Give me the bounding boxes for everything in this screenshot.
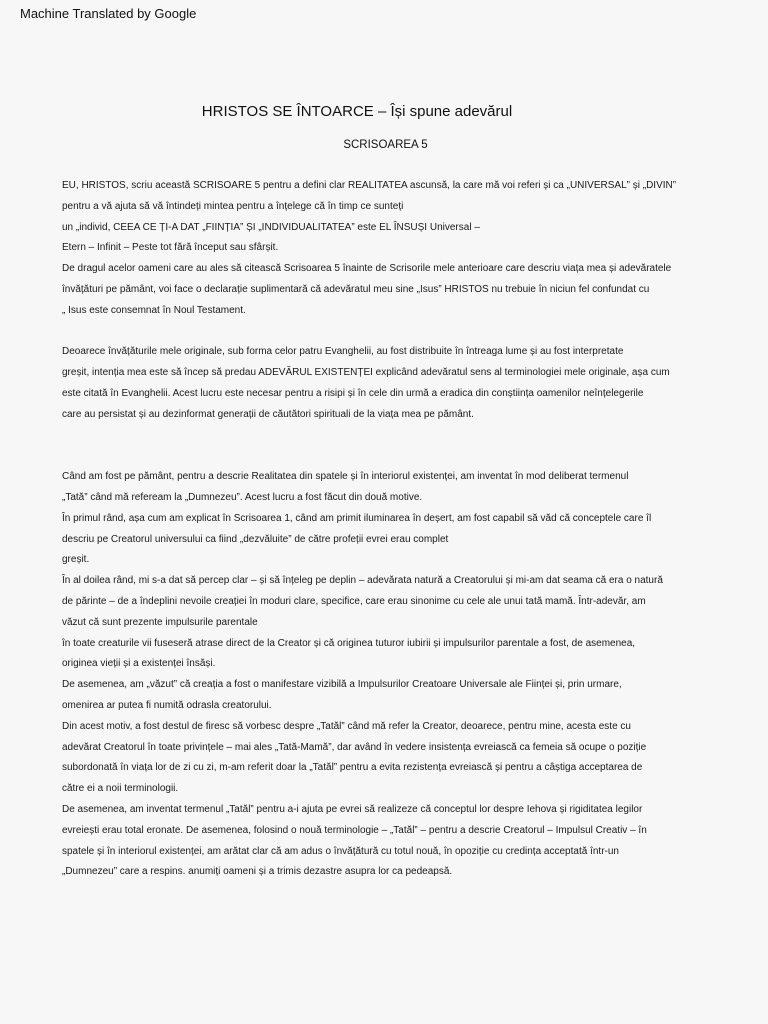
text-line: de părinte – de a îndeplini nevoile creației în moduri clare, specifice, care erau sinonime cu cele ale unui tată mamă. Într-adevăr, am	[62, 595, 646, 607]
text-line: De asemenea, am inventat termenul „Tatăl” pentru a-i ajuta pe evrei să realizeze că conceptul lor despre Iehova și rigiditatea legilor	[62, 803, 643, 815]
text-line: În al doilea rând, mi s-a dat să percep clar – și să înțeleg pe deplin – adevărata natură a Creatorului și mi-am dat seama că era o natură	[62, 575, 663, 587]
text-line: originea vieții și a existenței însăși.	[62, 658, 216, 670]
paragraph	[62, 467, 722, 883]
text-line: „Dumnezeu” care a respins. anumiți oameni și a trimis dezastre asupra lor ca pedeapsă.	[62, 866, 453, 878]
text-line: subordonată în viața lor de zi cu zi, m-am referit doar la „Tatăl” pentru a evita rezistența evreiască și pentru a câștiga acceptarea de	[62, 762, 643, 774]
paragraph	[62, 176, 722, 322]
document-title: HRISTOS SE ÎNTOARCE – Își spune adevărul	[201, 103, 513, 120]
text-line: Când am fost pe pământ, pentru a descrie Realitatea din spatele și în interiorul existenței, am inventat în mod deliberat termenul	[62, 471, 629, 483]
letter-body	[62, 176, 722, 883]
text-line: De dragul acelor oameni care au ales să citească Scrisoarea 5 înainte de Scrisorile mele anterioare care descriu viața mea și adevăratele	[62, 263, 672, 275]
text-line: este citată în Evanghelii. Acest lucru este necesar pentru a risipi și în cele din urmă a eradica din conștiința oamenilor neînțelegerile	[62, 387, 644, 399]
text-line: Din acest motiv, a fost destul de firesc să vorbesc despre „Tatăl” când mă refer la Creator, deoarece, pentru mine, acesta este cu	[62, 720, 631, 732]
text-line: „ Isus este consemnat în Noul Testament.	[62, 304, 246, 316]
paragraph	[62, 342, 722, 425]
text-line: care au persistat și au dezinformat generații de căutători spirituali de la viața mea pe pământ.	[62, 408, 474, 420]
text-line: adevărat Creatorul în toate privințele – mai ales „Tată-Mamă”, dar având în vedere insistența evreiască ca femeia să ocupe o poziție	[62, 741, 647, 753]
text-line: în toate creaturile vii fuseseră atrase direct de la Creator și că originea tuturor iubirii și impulsurilor parentale a fost, de asemenea,	[62, 637, 636, 649]
text-line: greșit.	[62, 554, 90, 566]
machine-translated-banner: Machine Translated by Google	[20, 6, 197, 21]
document-subtitle: SCRISOAREA 5	[343, 139, 428, 151]
text-line: EU, HRISTOS, scriu această SCRISOARE 5 pentru a defini clar REALITATEA ascunsă, la care mă voi referi și ca „UNIVERSAL” și „DIVIN”	[62, 180, 677, 191]
text-line: un „individ, CEEA CE ȚI-A DAT „FIINȚIA” ȘI „INDIVIDUALITATEA” este EL ÎNSUȘI Universal –	[62, 221, 480, 233]
text-line: În primul rând, așa cum am explicat în Scrisoarea 1, când am primit iluminarea în deșert, am fost capabil să văd că conceptele care îl	[62, 512, 652, 524]
text-line: spatele și în interiorul existenței, am arătat clar că am adus o învățătură cu totul nouă, în opoziție cu credința acceptată într-un	[62, 845, 619, 857]
text-line: evreiești erau total eronate. De asemenea, folosind o nouă terminologie – „Tatăl” – pentru a descrie Creatorul – Impulsul Creativ – în	[62, 824, 647, 836]
text-line: pentru a vă ajuta să vă întindeți mintea pentru a înțelege că în timp ce sunteți	[62, 200, 404, 212]
text-line: „Tată” când mă refeream la „Dumnezeu”. Acest lucru a fost făcut din două motive.	[62, 491, 423, 503]
text-line: Etern – Infinit – Peste tot fără început sau sfârșit.	[62, 242, 279, 254]
text-line: descriu pe Creatorul universului ca fiind „dezvăluite” de către profeții evrei erau complet	[62, 533, 449, 545]
text-line: Deoarece învățăturile mele originale, sub forma celor patru Evanghelii, au fost distribuite în întreaga lume și au fost interpretate	[62, 346, 624, 358]
text-line: învățături pe pământ, voi face o declarație suplimentară că adevăratul meu sine „Isus” HRISTOS nu trebuie în niciun fel confundat cu	[62, 283, 650, 295]
text-line: văzut că sunt prezente impulsurile parentale	[62, 616, 258, 628]
text-line: De asemenea, am „văzut” că creația a fost o manifestare vizibilă a Impulsurilor Creatoare Universale ale Ființei și, prin urmare,	[62, 679, 622, 691]
text-line: către ei a noii terminologii.	[62, 783, 179, 795]
text-line: omenirea ar putea fi numită odrasla creatorului.	[62, 699, 272, 711]
text-line: greșit, intenția mea este să încep să predau ADEVĂRUL EXISTENȚEI explicând adevăratul sens al terminologiei mele originale, așa cum	[62, 367, 670, 379]
